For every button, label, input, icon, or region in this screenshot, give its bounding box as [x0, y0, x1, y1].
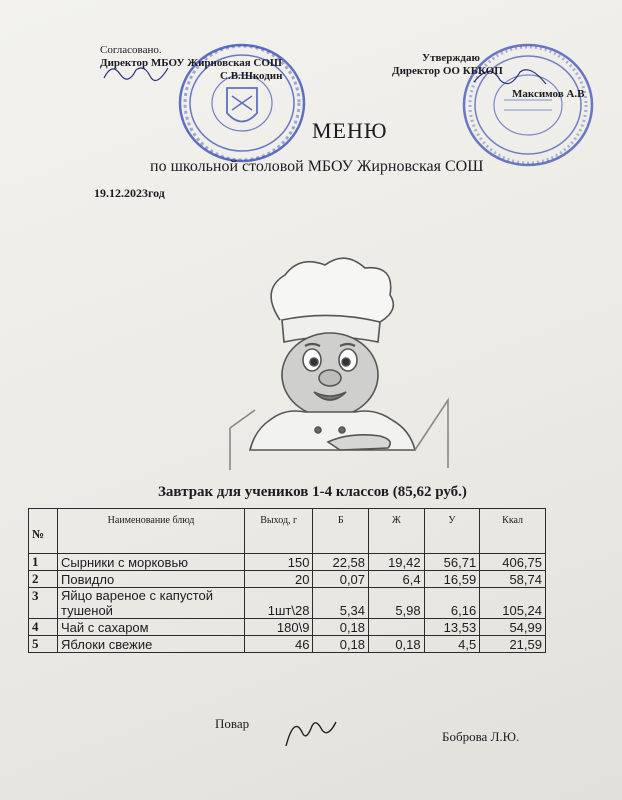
- row-number: 3: [29, 588, 58, 619]
- table-row: [29, 588, 546, 619]
- dish-protein: 5,34: [313, 588, 369, 619]
- dish-carbs: 4,5: [424, 636, 480, 653]
- confirm-label: Утверждаю: [422, 52, 480, 64]
- page-title: МЕНЮ: [312, 118, 388, 143]
- cook-label: Повар: [215, 716, 250, 731]
- dish-name: Повидло: [58, 571, 245, 588]
- dish-yield: 1шт\28: [245, 588, 313, 619]
- col-carbs: У: [424, 509, 480, 554]
- dish-yield: 46: [245, 636, 313, 653]
- dish-carbs: 56,71: [424, 554, 480, 571]
- row-number: 1: [29, 554, 58, 571]
- cook-signature-icon: [280, 712, 340, 752]
- dish-kcal: 54,99: [480, 619, 546, 636]
- table-row: [29, 619, 546, 636]
- row-number: 2: [29, 571, 58, 588]
- dish-fat: 19,42: [369, 554, 425, 571]
- col-fat: Ж: [369, 509, 425, 554]
- col-yield: Выход, г: [245, 509, 313, 554]
- dish-name: Яйцо вареное с капустой тушеной: [58, 588, 245, 619]
- col-protein: Б: [313, 509, 369, 554]
- dish-yield: 180\9: [245, 619, 313, 636]
- col-dish-name: Наименование блюд: [58, 509, 245, 554]
- dish-carbs: 6,16: [424, 588, 480, 619]
- dish-kcal: 21,59: [480, 636, 546, 653]
- dish-protein: 0,18: [313, 636, 369, 653]
- table-row: [29, 571, 546, 588]
- dish-protein: 0,07: [313, 571, 369, 588]
- row-number: 4: [29, 619, 58, 636]
- dish-yield: 150: [245, 554, 313, 571]
- dish-name: Сырники с морковью: [58, 554, 245, 571]
- cook-name: Боброва Л.Ю.: [442, 729, 520, 744]
- dish-fat: 5,98: [369, 588, 425, 619]
- table-row: [29, 636, 546, 653]
- chef-cartoon-icon: [210, 250, 460, 470]
- confirmation-block: [392, 52, 584, 101]
- dish-fat: 6,4: [369, 571, 425, 588]
- dish-name: Чай с сахаром: [58, 619, 245, 636]
- approval-block: [100, 44, 282, 83]
- dish-fat: 0,18: [369, 636, 425, 653]
- dish-protein: 22,58: [313, 554, 369, 571]
- dish-kcal: 105,24: [480, 588, 546, 619]
- dish-yield: 20: [245, 571, 313, 588]
- dish-kcal: 58,74: [480, 571, 546, 588]
- confirm-name: Максимов А.В: [512, 88, 585, 100]
- menu-table: [28, 508, 546, 653]
- approved-role: Директор МБОУ Жирновская СОШ: [100, 57, 283, 69]
- dish-protein: 0,18: [313, 619, 369, 636]
- table-row: [29, 554, 546, 571]
- row-number: 5: [29, 636, 58, 653]
- dish-carbs: 16,59: [424, 571, 480, 588]
- confirm-role: Директор ОО КБКОП: [392, 65, 503, 77]
- dish-name: Яблоки свежие: [58, 636, 245, 653]
- dish-carbs: 13,53: [424, 619, 480, 636]
- dish-fat: [369, 619, 425, 636]
- dish-kcal: 406,75: [480, 554, 546, 571]
- page-subtitle: по школьной столовой МБОУ Жирновская СОШ: [150, 158, 484, 175]
- col-number: №: [29, 509, 58, 554]
- meal-section-title: Завтрак для учеников 1-4 классов (85,62 руб.): [158, 484, 467, 500]
- menu-date: 19.12.2023год: [94, 186, 165, 200]
- approved-label: Согласовано.: [100, 44, 162, 56]
- approved-name: С.В.Шкодин: [220, 70, 283, 82]
- table-header-row: [29, 509, 546, 554]
- col-kcal: Ккал: [480, 509, 546, 554]
